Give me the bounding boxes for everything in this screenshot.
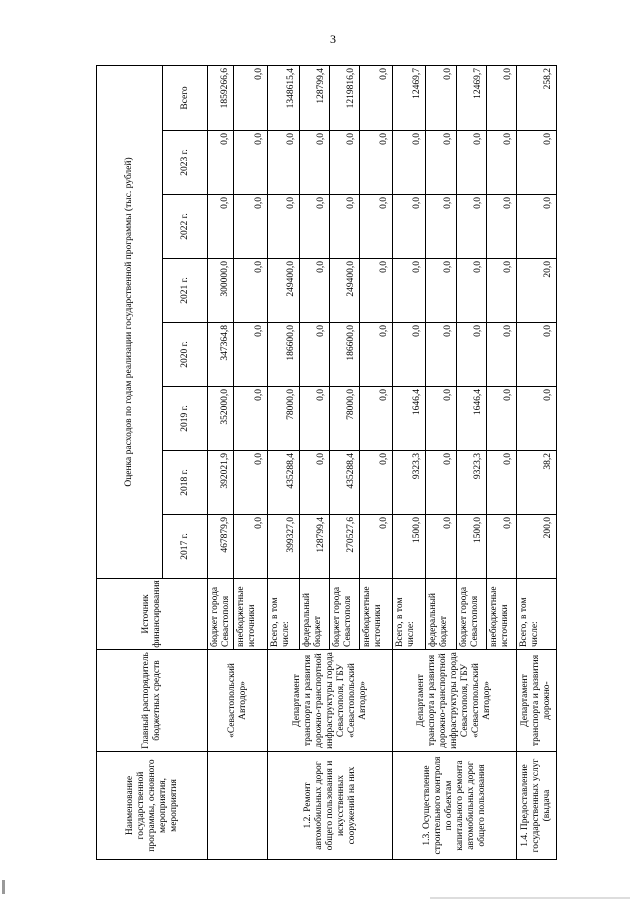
- row-value: 9323,3: [392, 450, 426, 515]
- row-value: 0,0: [456, 258, 487, 323]
- row-value: 258,2: [516, 65, 557, 131]
- row-value: 0,0: [486, 450, 517, 515]
- row-value: 0,0: [267, 130, 300, 195]
- row-value: 0,0: [486, 258, 517, 323]
- row-value: 0,0: [456, 194, 487, 259]
- row-value: 0,0: [392, 130, 426, 195]
- row-value: 0,0: [299, 386, 330, 451]
- row-value: 249400,0: [267, 258, 300, 323]
- group-name: 1.3. Осуществление строительного контроля по объектам капитального ремонта автомобильных дорог общего пользования: [392, 751, 517, 860]
- row-value: 300000,0: [207, 258, 234, 323]
- row-source: внебюджетные источники: [233, 578, 268, 650]
- row-value: 0,0: [233, 386, 268, 451]
- row-value: 20,0: [516, 258, 557, 323]
- row-value: 1646,4: [392, 386, 426, 451]
- row-source: Всего, в том числе:: [516, 578, 557, 650]
- row-value: 12469,7: [392, 65, 426, 131]
- row-value: 270527,6: [329, 514, 360, 579]
- row-value: 0,0: [516, 130, 557, 195]
- row-value: 0,0: [392, 258, 426, 323]
- row-value: 347364,8: [207, 322, 234, 387]
- row-value: 0,0: [359, 130, 393, 195]
- group-name: [207, 751, 268, 860]
- group-name: 1.2. Ремонт автомобильных дорог общего пользования и искусственных сооружений на них: [267, 751, 393, 860]
- row-value: 0,0: [359, 514, 393, 579]
- row-source: бюджет города Севастополя: [329, 578, 360, 650]
- row-value: 0,0: [516, 386, 557, 451]
- row-value: 9323,3: [456, 450, 487, 515]
- group-distributor: Департамент транспорта и развития дорожно-: [516, 649, 557, 752]
- row-value: 0,0: [299, 130, 330, 195]
- group-distributor: Департамент транспорта и развития дорожно-транспортной инфраструктуры города Севастополя, ГБУ «Севастопольский Автодор»: [267, 649, 393, 752]
- group-distributor: Департамент транспорта и развития дорожно-транспортной инфраструктуры города Севастополя, ГБУ «Севастопольский Автодор»: [392, 649, 517, 752]
- row-value: 0,0: [359, 322, 393, 387]
- row-value: 0,0: [456, 130, 487, 195]
- scan-margin-mark: [2, 880, 5, 894]
- header-year: 2019 г.: [162, 386, 208, 451]
- row-value: 0,0: [425, 258, 457, 323]
- page-number: 3: [330, 32, 336, 46]
- row-value: 352000,0: [207, 386, 234, 451]
- row-value: 0,0: [233, 65, 268, 131]
- header-year: 2023 г.: [162, 130, 208, 195]
- row-source: Всего, в том числе:: [392, 578, 426, 650]
- header-name: Наименование государственной программы, основного мероприятия, мероприятия: [96, 751, 208, 860]
- row-value: 0,0: [486, 514, 517, 579]
- row-value: 0,0: [425, 65, 457, 131]
- header-source: Источник финансирования: [96, 578, 208, 650]
- budget-table: [96, 60, 616, 860]
- row-value: 0,0: [299, 322, 330, 387]
- row-value: 0,0: [425, 450, 457, 515]
- row-value: 0,0: [299, 450, 330, 515]
- row-value: 38,2: [516, 450, 557, 515]
- row-source: бюджет города Севастополя: [207, 578, 234, 650]
- header-year: 2022 г.: [162, 194, 208, 259]
- row-source: внебюджетные источники: [486, 578, 517, 650]
- group-name: 1.4. Предоставление государственных услуг (выдача: [516, 751, 557, 860]
- row-value: 0,0: [233, 194, 268, 259]
- row-value: 200,0: [516, 514, 557, 579]
- row-value: 0,0: [486, 386, 517, 451]
- row-value: 467879,9: [207, 514, 234, 579]
- row-value: 0,0: [299, 258, 330, 323]
- row-value: 0,0: [486, 194, 517, 259]
- row-value: 78000,0: [329, 386, 360, 451]
- row-value: 0,0: [207, 194, 234, 259]
- row-value: 0,0: [233, 258, 268, 323]
- row-value: 0,0: [456, 322, 487, 387]
- row-value: 0,0: [392, 322, 426, 387]
- row-value: 0,0: [329, 130, 360, 195]
- row-value: 392021,9: [207, 450, 234, 515]
- row-value: 0,0: [233, 514, 268, 579]
- row-value: 399327,0: [267, 514, 300, 579]
- row-value: 0,0: [425, 194, 457, 259]
- row-value: 12469,7: [456, 65, 487, 131]
- row-source: Всего, в том числе:: [267, 578, 300, 650]
- row-value: 0,0: [486, 322, 517, 387]
- row-value: 249400,0: [329, 258, 360, 323]
- row-value: 0,0: [359, 386, 393, 451]
- row-source: бюджет города Севастополя: [456, 578, 487, 650]
- row-value: 186600,0: [329, 322, 360, 387]
- row-value: 0,0: [425, 386, 457, 451]
- scan-edge-shadow: [430, 897, 630, 899]
- header-distributor: Главный распорядитель бюджетных средств: [96, 649, 208, 752]
- row-value: 0,0: [233, 322, 268, 387]
- group-distributor: «Севастопольский Автодор»: [207, 649, 268, 752]
- header-year: 2021 г.: [162, 258, 208, 323]
- row-value: 1219816,0: [329, 65, 360, 131]
- row-value: 0,0: [359, 194, 393, 259]
- row-value: 1500,0: [456, 514, 487, 579]
- row-value: 0,0: [267, 194, 300, 259]
- row-value: 0,0: [233, 130, 268, 195]
- row-source: федеральный бюджет: [299, 578, 330, 650]
- row-value: 1348615,4: [267, 65, 300, 131]
- row-value: 128799,4: [299, 514, 330, 579]
- row-value: 435288,4: [267, 450, 300, 515]
- row-value: 0,0: [207, 130, 234, 195]
- row-value: 0,0: [359, 450, 393, 515]
- header-year: 2018 г.: [162, 450, 208, 515]
- row-value: 0,0: [233, 450, 268, 515]
- row-value: 435288,4: [329, 450, 360, 515]
- row-value: 0,0: [486, 65, 517, 131]
- row-source: федеральный бюджет: [425, 578, 457, 650]
- row-value: 128799,4: [299, 65, 330, 131]
- header-estimate: Оценка расходов по годам реализации государственной программы (тыс. рублей): [96, 65, 163, 579]
- row-value: 1646,4: [456, 386, 487, 451]
- row-value: 0,0: [359, 65, 393, 131]
- row-value: 186600,0: [267, 322, 300, 387]
- row-value: 0,0: [392, 194, 426, 259]
- row-source: внебюджетные источники: [359, 578, 393, 650]
- row-value: 0,0: [486, 130, 517, 195]
- header-year: 2017 г.: [162, 514, 208, 579]
- row-value: 0,0: [425, 514, 457, 579]
- row-value: 78000,0: [267, 386, 300, 451]
- header-year: Всего: [162, 65, 208, 131]
- row-value: 0,0: [516, 194, 557, 259]
- row-value: 0,0: [359, 258, 393, 323]
- row-value: 0,0: [299, 194, 330, 259]
- row-value: 1859266,6: [207, 65, 234, 131]
- row-value: 0,0: [516, 322, 557, 387]
- row-value: 0,0: [425, 130, 457, 195]
- row-value: 0,0: [425, 322, 457, 387]
- row-value: 1500,0: [392, 514, 426, 579]
- row-value: 0,0: [329, 194, 360, 259]
- header-year: 2020 г.: [162, 322, 208, 387]
